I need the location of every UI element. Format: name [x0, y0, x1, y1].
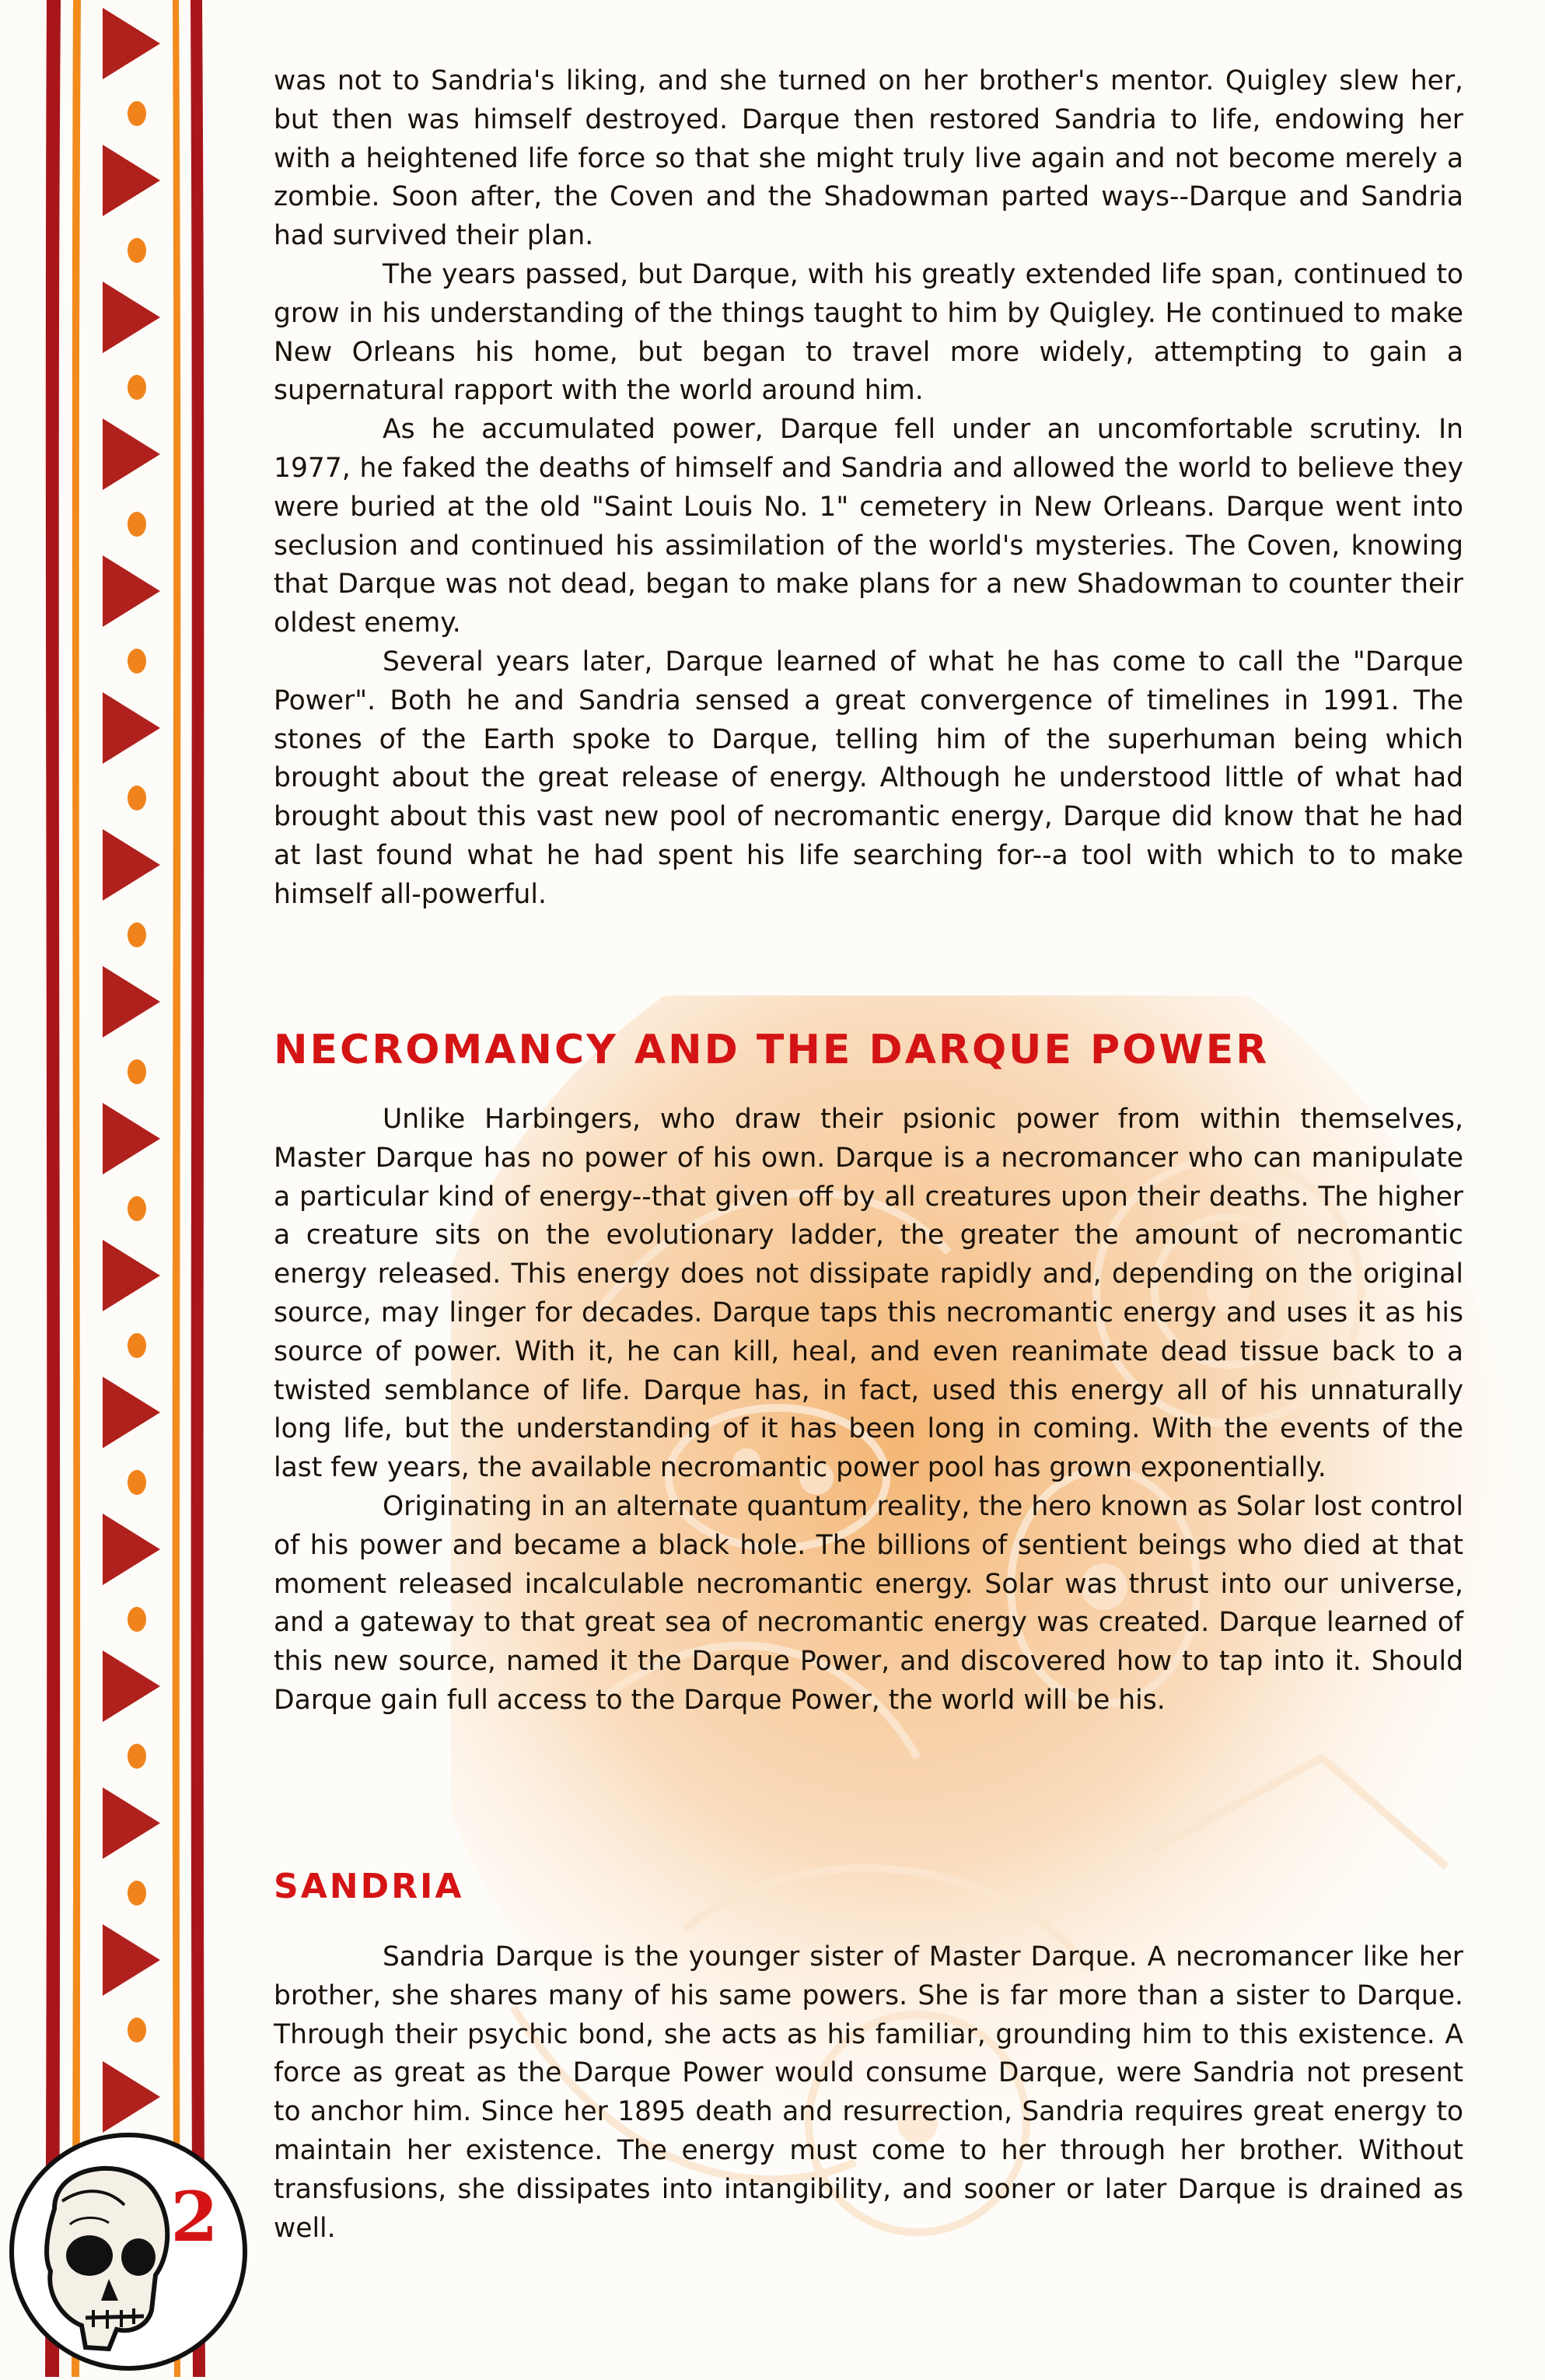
border-triangle — [103, 1240, 160, 1311]
paragraph: Originating in an alternate quantum reality, the hero known as Solar lost control of his power and became a black hole. The billions of sentient beings who died at that moment released incalculable necromantic energy. Solar was thrust into our universe, and a gateway to that great sea of necromantic energy was created. Darque learned of this new source, named it the Darque Power, and discovered how to tap into it. Should Darque gain full access to the Darque Power, the world will be his. — [274, 1490, 1463, 1716]
border-dot — [128, 1744, 146, 1769]
border-triangle — [103, 1924, 160, 1996]
border-triangle — [103, 1514, 160, 1585]
border-triangle — [103, 418, 160, 490]
border-triangle — [103, 1787, 160, 1859]
border-triangle — [103, 8, 160, 79]
border-dot — [128, 375, 146, 400]
border-dot — [128, 2018, 146, 2042]
border-stripe — [72, 0, 81, 2377]
border-triangle — [103, 1103, 160, 1174]
paragraph: was not to Sandria's liking, and she turned on her brother's mentor. Quigley slew her, but then was himself destroyed. Darque then restored Sandria to life, endowing her with a heightened life force so that she might truly live again and not become merely a zombie. Soon after, the Coven and the Shadowman parted ways--Darque and Sandria had survived their plan. — [274, 65, 1463, 252]
border-dot — [128, 786, 146, 810]
border-triangle — [103, 829, 160, 901]
border-dot — [128, 512, 146, 537]
necromancy-text-block — [274, 1101, 1463, 1720]
border-dot — [128, 1470, 146, 1495]
border-triangle — [103, 555, 160, 627]
border-triangle — [103, 966, 160, 1038]
section-heading-necromancy: NECROMANCY AND THE DARQUE POWER — [274, 1027, 1270, 1073]
border-dot — [128, 922, 146, 947]
page-number: 2 — [170, 2176, 218, 2257]
border-stripe — [191, 0, 205, 2377]
border-triangle — [103, 1650, 160, 1722]
intro-text-block — [274, 62, 1463, 915]
border-dot — [128, 1333, 146, 1358]
border-triangle — [103, 282, 160, 353]
paragraph: Unlike Harbingers, who draw their psionic power from within themselves, Master Darque has no power of his own. Darque is a necromancer who can manipulate a particular kind of energy--that given off by all creatures upon their deaths. The higher a creature sits on the evolutionary ladder, the greater the amount of necromantic energy released. This energy does not dissipate rapidly and, depending on the original source, may linger for decades. Darque taps this necromantic energy and uses it as his source of power. With it, he can kill, heal, and even reanimate dead tissue back to a twisted semblance of life. Darque has, in fact, used this energy all of his unnaturally long life, but the understanding of it has been long in coming. With the events of the last few years, the available necromantic power pool has grown exponentially. — [274, 1104, 1463, 1484]
border-dot — [128, 1059, 146, 1084]
border-dot — [128, 1607, 146, 1632]
border-dot — [128, 238, 146, 263]
border-triangle — [103, 1377, 160, 1448]
border-dot — [128, 1196, 146, 1221]
border-dot — [128, 1881, 146, 1906]
sandria-text-block — [274, 1938, 1463, 2248]
paragraph: Sandria Darque is the younger sister of Master Darque. A necromancer like her brother, she shares many of his same powers. She is far more than a sister to Darque. Through their psychic bond, she acts as his familiar, grounding him to this existence. A force as great as the Darque Power would consume Darque, were Sandria not present to anchor him. Since her 1895 death and resurrection, Sandria requires great energy to maintain her existence. The energy must come to her through her brother. Without transfusions, she dissipates into intangibility, and sooner or later Darque is drained as well. — [274, 1941, 1463, 2244]
border-stripe — [45, 0, 61, 2377]
border-triangle — [103, 145, 160, 216]
paragraph: As he accumulated power, Darque fell under an uncomfortable scrutiny. In 1977, he faked the deaths of himself and Sandria and allowed the world to believe they were buried at the old "Saint Louis No. 1" cemetery in New Orleans. Darque went into seclusion and continued his assimilation of the world's mysteries. The Coven, knowing that Darque was not dead, began to make plans for a new Shadowman to counter their oldest enemy. — [274, 414, 1463, 639]
border-dot — [128, 101, 146, 126]
border-triangle — [103, 2061, 160, 2133]
border-stripe — [173, 0, 181, 2377]
border-dot — [128, 649, 146, 674]
border-triangle — [103, 692, 160, 764]
paragraph: Several years later, Darque learned of what he has come to call the "Darque Power". Both he and Sandria sensed a great convergence of timelines in 1991. The stones of the Earth spoke to Darque, telling him of the superhuman being which brought about the great release of energy. Although he understood little of what had brought about this vast new pool of necromantic energy, Darque did know that he had at last found what he had spent his life searching for--a tool with which to to make himself all-powerful. — [274, 646, 1463, 910]
decorative-tribal-border — [0, 0, 233, 2377]
section-heading-sandria: SANDRIA — [274, 1867, 464, 1906]
paragraph: The years passed, but Darque, with his greatly extended life span, continued to grow in his understanding of the things taught to him by Quigley. He continued to make New Orleans his home, but began to travel more widely, attempting to gain a supernatural rapport with the world around him. — [274, 258, 1463, 407]
